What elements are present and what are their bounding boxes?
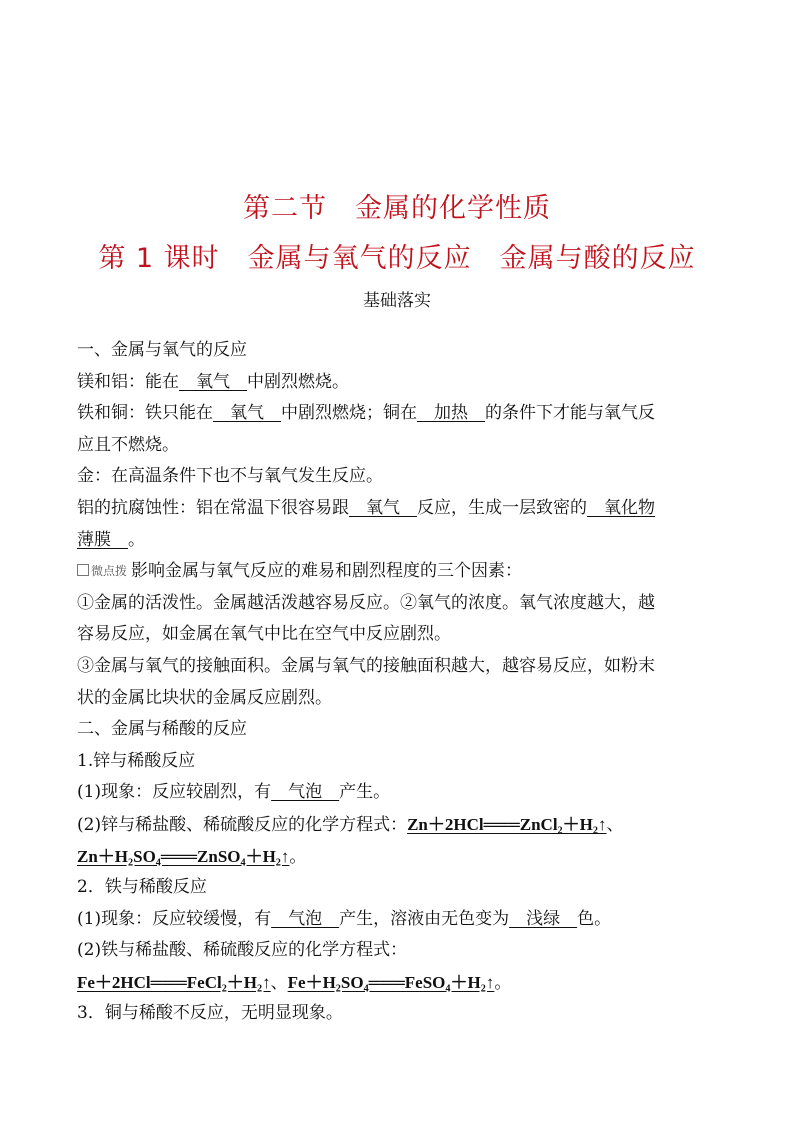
tip-point-3a: ③金属与氧气的接触面积。金属与氧气的接触面积越大，越容易反应，如粉末 [77,655,655,676]
tip-badge [77,556,127,588]
text: 中剧烈燃烧；铜在 [281,403,417,424]
section-heading-oxygen: 一、金属与氧气的反应 [77,340,247,360]
text: (1)现象：反应较剧烈，有 [77,782,272,803]
text: (1)现象：反应较缓慢，有 [77,908,272,929]
tip-line [77,556,722,588]
text: 中剧烈燃烧。 [247,371,349,392]
zn-hcl-equation: Zn＋2HCl═══ZnCl₂＋H₂↑ [407,814,607,834]
text: 反应，生成一层致密的 [417,497,587,518]
text: 镁和铝：能在 [77,371,179,392]
subtitle: 基础落实 [363,291,431,311]
text: 、 [606,814,624,835]
lesson-title: 第 1 课时 金属与氧气的反应 金属与酸的反应 [98,243,696,274]
answer-blank: 加热 [417,403,485,424]
fe-cu-line [77,398,722,430]
answer-blank: 氧气 [349,497,417,518]
text: 、 [270,972,288,993]
tip-text: 影响金属与氧气反应的难易和剧烈程度的三个因素： [131,561,523,582]
fe-cu-line-cont: 应且不燃烧。 [77,434,179,455]
section-heading-acid: 二、金属与稀酸的反应 [77,719,247,740]
text: 。 [494,972,512,993]
tip-icon [77,564,89,576]
section-title: 第二节 金属的化学性质 [243,193,551,224]
tip-badge-label: 微点拨 [91,564,128,579]
fe-phenomenon [77,904,722,936]
zn-h2so4-equation: Zn＋H₂SO₄═══ZnSO₄＋H₂↑ [77,846,290,866]
text: 产生，溶液由无色变为 [339,908,510,929]
text: (2)锌与稀盐酸、稀硫酸反应的化学方程式： [77,814,408,835]
fe-equation-intro: (2)铁与稀盐酸、稀硫酸反应的化学方程式： [77,940,408,961]
answer-blank: 气泡 [271,782,340,803]
al-corrosion-line-cont [77,525,722,557]
text: 。 [289,846,307,867]
answer-blank: 薄膜 [77,529,128,550]
zn-equation-line2 [77,841,722,873]
zn-phenomenon [77,777,722,809]
zn-heading: 1.锌与稀酸反应 [77,750,196,771]
answer-blank: 氧气 [179,371,247,392]
tip-point-1a: ①金属的活泼性。金属越活泼越容易反应。②氧气的浓度。氧气浓度越大，越 [77,592,655,613]
text: 铝的抗腐蚀性：铝在常温下很容易跟 [77,497,349,518]
mg-al-line [77,367,722,399]
text: 的条件下才能与氧气反 [485,403,655,424]
zn-equation-intro [77,809,722,841]
fe-equation-line [77,967,722,999]
tip-point-3b: 状的金属比块状的金属反应剧烈。 [77,687,332,708]
fe-hcl-equation: Fe＋2HCl═══FeCl₂＋H₂↑ [77,972,271,992]
al-corrosion-line [77,493,722,525]
gold-line: 金：在高温条件下也不与氧气发生反应。 [77,466,383,487]
text: 色。 [577,908,612,929]
tip-point-1b: 容易反应，如金属在氧气中比在空气中反应剧烈。 [77,624,451,645]
answer-blank: 气泡 [271,908,340,929]
text: 产生。 [339,782,391,803]
answer-blank: 氧化物 [587,497,655,518]
text: 铁和铜：铁只能在 [77,403,213,424]
fe-heading: 2．铁与稀酸反应 [77,877,207,898]
answer-blank: 浅绿 [509,908,578,929]
content-body [77,335,722,1030]
answer-blank: 氧气 [213,403,281,424]
text: 。 [128,529,145,550]
cu-line: 3．铜与稀酸不反应，无明显现象。 [77,1003,343,1024]
fe-h2so4-equation: Fe＋H₂SO₄═══FeSO₄＋H₂↑ [287,972,495,992]
